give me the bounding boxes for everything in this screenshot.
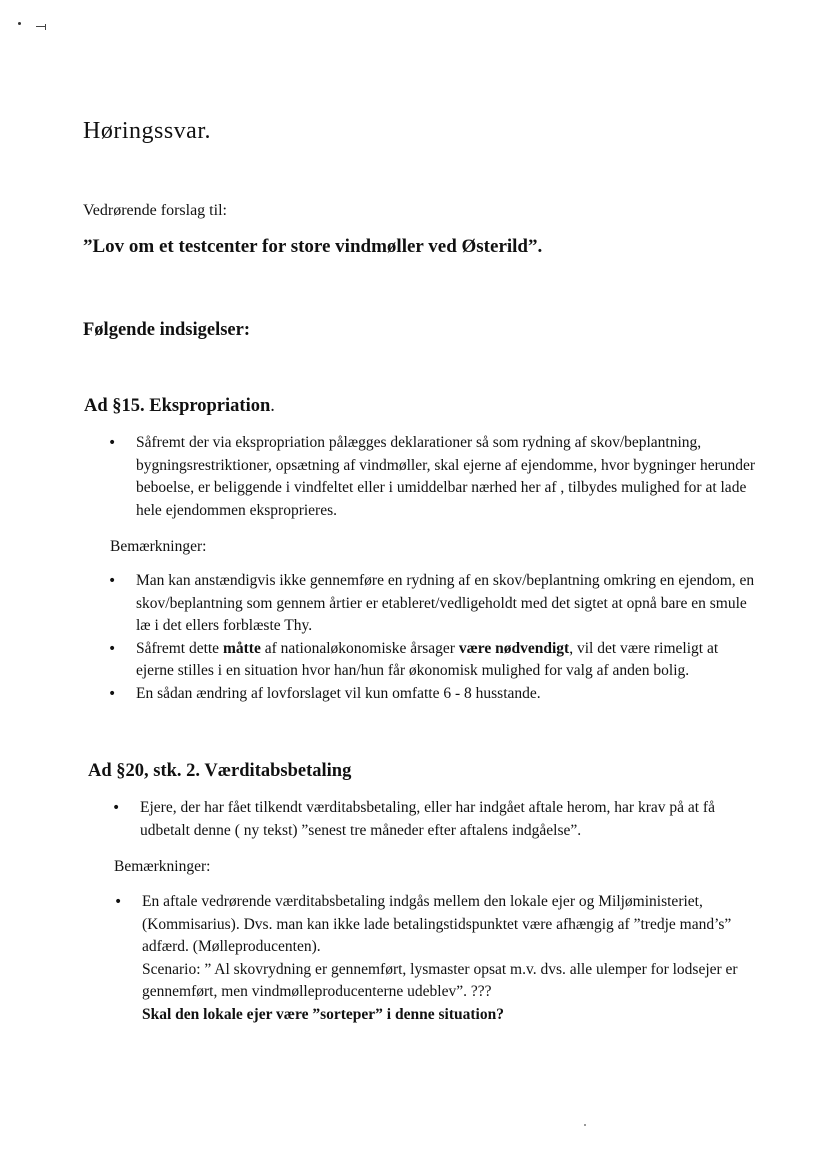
scan-artifact-mark-tick xyxy=(45,24,46,30)
section2-remarks-list xyxy=(114,891,764,1026)
section1-bullet-list xyxy=(108,432,758,522)
scan-artifact-dot xyxy=(18,22,21,25)
section1-remark-2-emphasis-matte: måtte xyxy=(222,639,261,657)
section2-bullet: • Ejere, der har fået tilkendt værditabsbetaling, eller har indgået aftale herom, har krav på at få udbetalt denne ( ny tekst) ”senest tre måneder efter aftalens indgåelse”. xyxy=(112,797,762,842)
scan-artifact-speck xyxy=(584,1124,586,1126)
section2-remark-1-question: Skal den lokale ejer være ”sorteper” i denne situation? xyxy=(142,1005,504,1023)
section2-remark-1 xyxy=(114,891,764,1026)
section1-bullet: • Såfremt der via ekspropriation pålægges deklarationer så som rydning af skov/beplantning, bygningsrestriktioner, opsætning af vindmøller, skal ejerne af ejendomme, hvor bygninger herunder beboelse, er beliggende i vindfeltet eller i umiddelbar nærhed her af , tilbydes mulighed for at lade hele ejendommen eksproprieres. xyxy=(108,432,758,522)
section1-heading xyxy=(84,396,275,417)
intro-line: Vedrørende forslag til: xyxy=(83,202,227,219)
section1-remark-1: • Man kan anstændigvis ikke gennemføre en rydning af en skov/beplantning omkring en ejendom, en skov/beplantning som gennem årtier er etableret/vedligeholdt med det sigtet at opnå bare en smule læ i det ellers forblæste Thy. xyxy=(108,570,758,638)
law-title: ”Lov om et testcenter for store vindmøller ved Østerild”. xyxy=(83,236,543,257)
section1-heading-text: Ad §15. Ekspropriation xyxy=(84,396,271,416)
section2-remark-1-text: • En aftale vedrørende værditabsbetaling indgås mellem den lokale ejer og Miljøministeriet, (Kommisarius). Dvs. man kan ikke lade betalingstidspunktet være afhængig af ”tredje mand’s” adfærd. (Mølleproducenten). xyxy=(142,893,732,955)
section1-remark-2-emphasis-nodvendigt: være nødvendigt xyxy=(458,639,570,657)
section2-remarks-label: Bemærkninger: xyxy=(114,858,211,875)
section1-heading-dot: . xyxy=(270,396,275,416)
section1-remark-2-part-c: af nationaløkonomiske årsager xyxy=(260,639,459,657)
document-title: Høringssvar. xyxy=(83,118,211,144)
section1-remark-2-part-a: Såfremt dette xyxy=(136,639,223,657)
section1-remark-2-part-e: , vil det være rimeligt at ejerne stilles i en situation hvor han/hun får økonomisk mulighed for valg af anden bolig. xyxy=(136,639,719,679)
section1-remark-2 xyxy=(108,638,758,683)
section2-bullet-list xyxy=(112,797,762,842)
section1-remarks-label: Bemærkninger: xyxy=(110,538,207,555)
section1-remark-3: • En sådan ændring af lovforslaget vil kun omfatte 6 - 8 husstande. xyxy=(108,683,758,706)
objections-heading: Følgende indsigelser: xyxy=(83,320,251,340)
section2-heading: Ad §20, stk. 2. Værditabsbetaling xyxy=(88,761,352,781)
section1-remarks-list xyxy=(108,570,758,705)
section2-remark-1-scenario: Scenario: ” Al skovrydning er gennemført, lysmaster opsat m.v. dvs. alle ulemper for lodsejer er gennemført, men vindmølleproducenterne udeblev”. ??? xyxy=(142,960,738,1000)
